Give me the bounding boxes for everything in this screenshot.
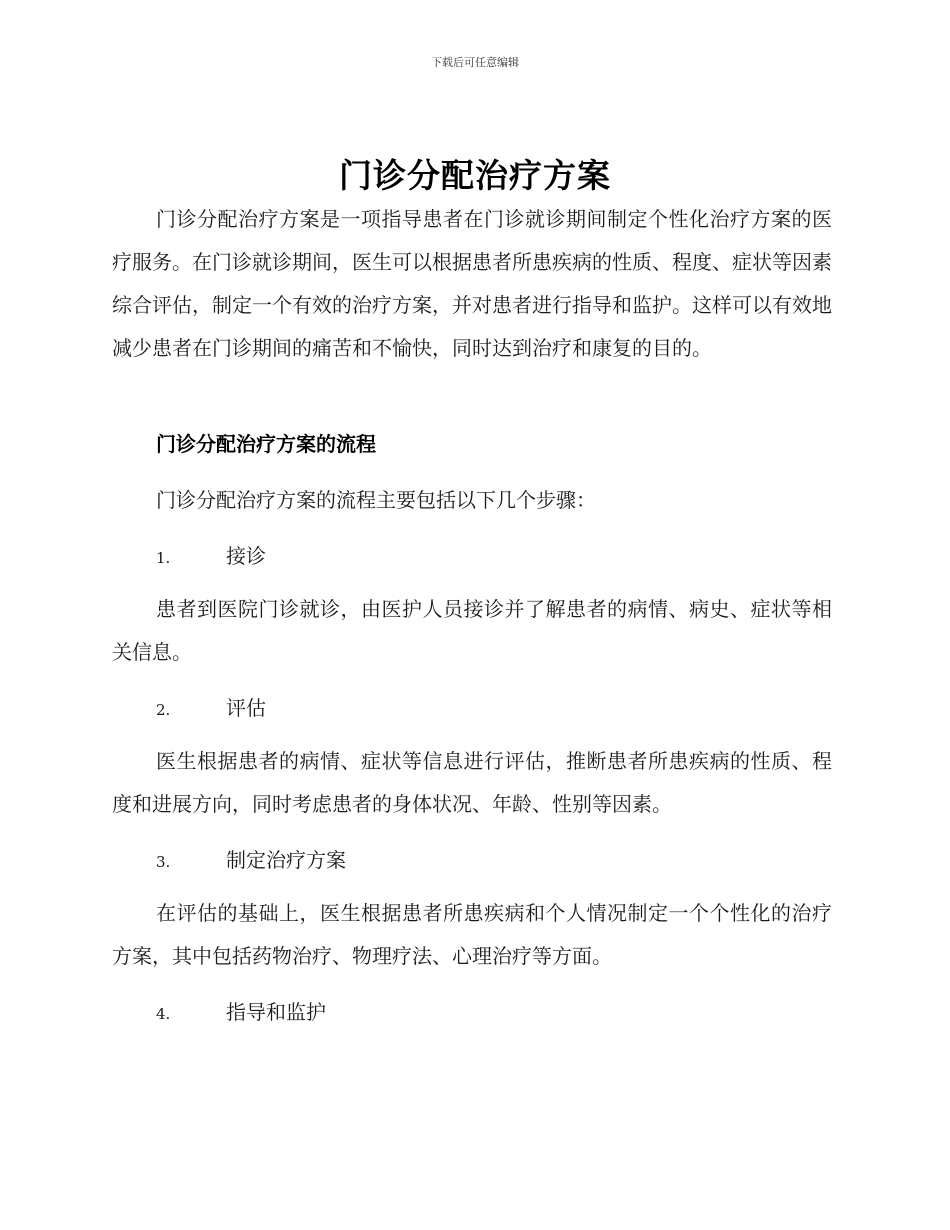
step-1-heading — [156, 540, 266, 569]
section-lead: 门诊分配治疗方案的流程主要包括以下几个步骤： — [156, 488, 596, 512]
step-3-heading — [156, 844, 346, 873]
step-number: 4. — [156, 1005, 171, 1023]
step-number: 1. — [156, 549, 171, 567]
step-label: 制定治疗方案 — [226, 848, 346, 872]
step-label: 指导和监护 — [226, 1000, 326, 1024]
step-3-paragraph: 在评估的基础上，医生根据患者所患疾病和个人情况制定一个个性化的治疗方案，其中包括药物治疗、物理疗法、心理治疗等方面。 — [112, 901, 832, 968]
step-4-heading — [156, 996, 326, 1025]
intro-paragraph: 门诊分配治疗方案是一项指导患者在门诊就诊期间制定个性化治疗方案的医疗服务。在门诊就诊期间，医生可以根据患者所患疾病的性质、程度、症状等因素综合评估，制定一个有效的治疗方案，并对患者进行指导和监护。这样可以有效地减少患者在门诊期间的痛苦和不愉快，同时达到治疗和康复的目的。 — [112, 207, 832, 360]
step-2-heading — [156, 692, 266, 721]
header-note: 下载后可任意编辑 — [431, 56, 519, 69]
step-number: 3. — [156, 853, 171, 871]
step-label: 接诊 — [226, 544, 266, 568]
document-title: 门诊分配治疗方案 — [339, 156, 611, 195]
step-2-paragraph: 医生根据患者的病情、症状等信息进行评估，推断患者所患疾病的性质、程度和进展方向，同时考虑患者的身体状况、年龄、性别等因素。 — [112, 749, 832, 816]
step-number: 2. — [156, 701, 171, 719]
step-1-paragraph: 患者到医院门诊就诊，由医护人员接诊并了解患者的病情、病史、症状等相关信息。 — [112, 597, 832, 664]
section-heading: 门诊分配治疗方案的流程 — [156, 432, 376, 456]
step-label: 评估 — [226, 696, 266, 720]
